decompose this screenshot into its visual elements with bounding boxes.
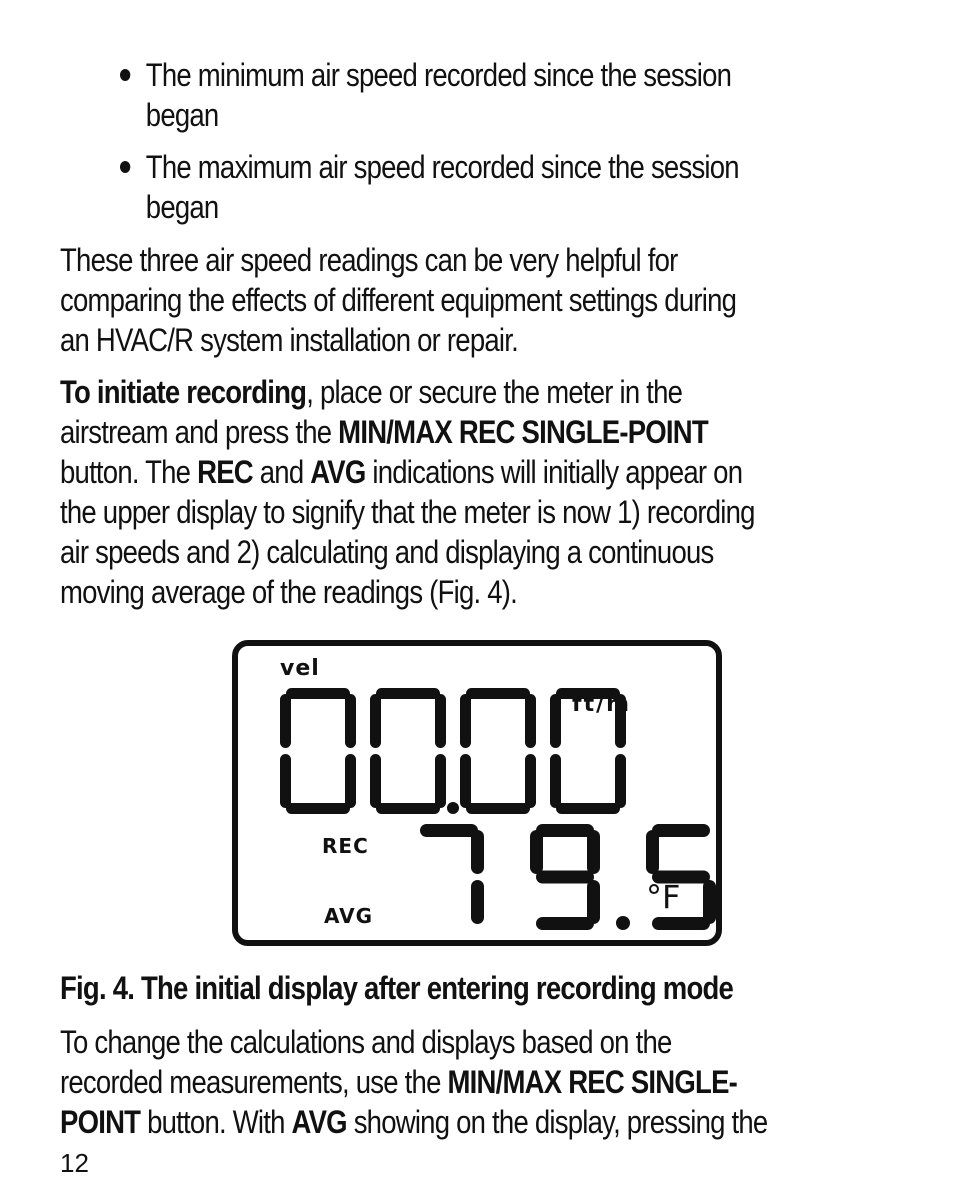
bold-term: REC: [197, 454, 253, 490]
bullet-text-line: The minimum air speed recorded since the session: [145, 57, 732, 93]
digit-segment-d: [536, 917, 594, 930]
bullet-icon: [120, 161, 130, 173]
text-run: , place or secure the meter in the: [306, 374, 683, 410]
digit-segment-e: [460, 754, 471, 808]
digit-segment-c: [615, 754, 626, 808]
figure-caption: Fig. 4. The initial display after entering recording mode: [60, 970, 734, 1006]
digit-segment-f: [370, 694, 381, 748]
page-number: 12: [60, 1148, 89, 1178]
bullet-text-line: The maximum air speed recorded since the session: [145, 149, 739, 185]
bold-term: POINT: [60, 1104, 141, 1140]
bullet-text-line: began: [145, 189, 219, 225]
digit-segment-c: [703, 880, 716, 924]
text-run: and: [252, 454, 311, 490]
lcd-display-figure: [232, 640, 722, 946]
digit-segment-a: [536, 824, 594, 837]
text-run: button. With: [140, 1104, 292, 1140]
text-line: These three air speed readings can be very helpful for: [60, 242, 678, 278]
text-run: button. The: [60, 454, 198, 490]
digit-segment-a: [420, 824, 478, 837]
bullet-text-line: began: [145, 97, 219, 133]
digit-segment-f: [530, 830, 543, 874]
bold-term: AVG: [291, 1104, 347, 1140]
digit-segment-g: [536, 871, 594, 884]
digit-segment-b: [587, 830, 600, 874]
text-line: comparing the effects of different equipment settings during: [60, 282, 737, 318]
digit-segment-b: [525, 694, 536, 748]
temperature-unit-label: °F: [646, 878, 681, 916]
avg-indicator: AVG: [324, 904, 374, 928]
text-line: the upper display to signify that the meter is now 1) recording: [60, 494, 755, 530]
digit-segment-a: [466, 688, 530, 699]
bullet-list: [120, 55, 894, 239]
paragraph-change-calculations: [60, 1022, 954, 1142]
digit-segment-a: [652, 824, 710, 837]
seven-segment-digits: [238, 646, 716, 940]
digit-segment-d: [376, 803, 440, 814]
temperature-readout: [238, 646, 240, 647]
text-line: [60, 1102, 954, 1142]
digit-segment-d: [466, 803, 530, 814]
decimal-point: [616, 916, 630, 930]
rec-indicator: REC: [322, 834, 369, 858]
text-line: To change the calculations and displays based on the: [60, 1024, 672, 1060]
text-line: air speeds and 2) calculating and displaying a continuous: [60, 534, 714, 570]
digit-segment-c: [587, 880, 600, 924]
text-run: showing on the display, pressing the: [346, 1104, 768, 1140]
bold-term: MIN/MAX REC SINGLE-: [447, 1064, 738, 1100]
digit-segment-c: [345, 754, 356, 808]
list-item: [120, 55, 894, 135]
digit-segment-c: [525, 754, 536, 808]
text-run: airstream and press the: [60, 414, 339, 450]
text-line: an HVAC/R system installation or repair.: [60, 322, 518, 358]
text-run: recorded measurements, use the: [60, 1064, 448, 1100]
digit-segment-f: [280, 694, 291, 748]
airspeed-unit-label: ft/m: [572, 692, 632, 717]
digit-segment-e: [280, 754, 291, 808]
text-line: [60, 1062, 954, 1102]
digit-segment-d: [556, 803, 620, 814]
paragraph-initiate-recording: [60, 372, 954, 612]
text-line: [60, 412, 954, 452]
text-line: [60, 452, 954, 492]
bullet-icon: [120, 69, 130, 81]
digit-segment-f: [646, 830, 659, 874]
bold-term: AVG: [310, 454, 366, 490]
text-line: [60, 372, 954, 412]
digit-segment-c: [471, 880, 484, 924]
list-item: [120, 147, 894, 227]
digit-segment-d: [286, 803, 350, 814]
text-line: moving average of the readings (Fig. 4).: [60, 574, 518, 610]
digit-segment-b: [471, 830, 484, 874]
bold-term: To initiate recording: [60, 374, 307, 410]
paragraph-readings: [60, 240, 954, 360]
digit-segment-a: [376, 688, 440, 699]
digit-segment-b: [345, 694, 356, 748]
text-run: indications will initially appear on: [365, 454, 743, 490]
digit-segment-a: [286, 688, 350, 699]
digit-segment-e: [370, 754, 381, 808]
digit-segment-c: [435, 754, 446, 808]
digit-segment-b: [435, 694, 446, 748]
vel-label: vel: [280, 656, 320, 681]
decimal-point: [447, 802, 459, 814]
digit-segment-f: [460, 694, 471, 748]
digit-segment-d: [652, 917, 710, 930]
digit-segment-e: [550, 754, 561, 808]
digit-segment-f: [550, 694, 561, 748]
bold-term: MIN/MAX REC SINGLE-POINT: [338, 414, 708, 450]
